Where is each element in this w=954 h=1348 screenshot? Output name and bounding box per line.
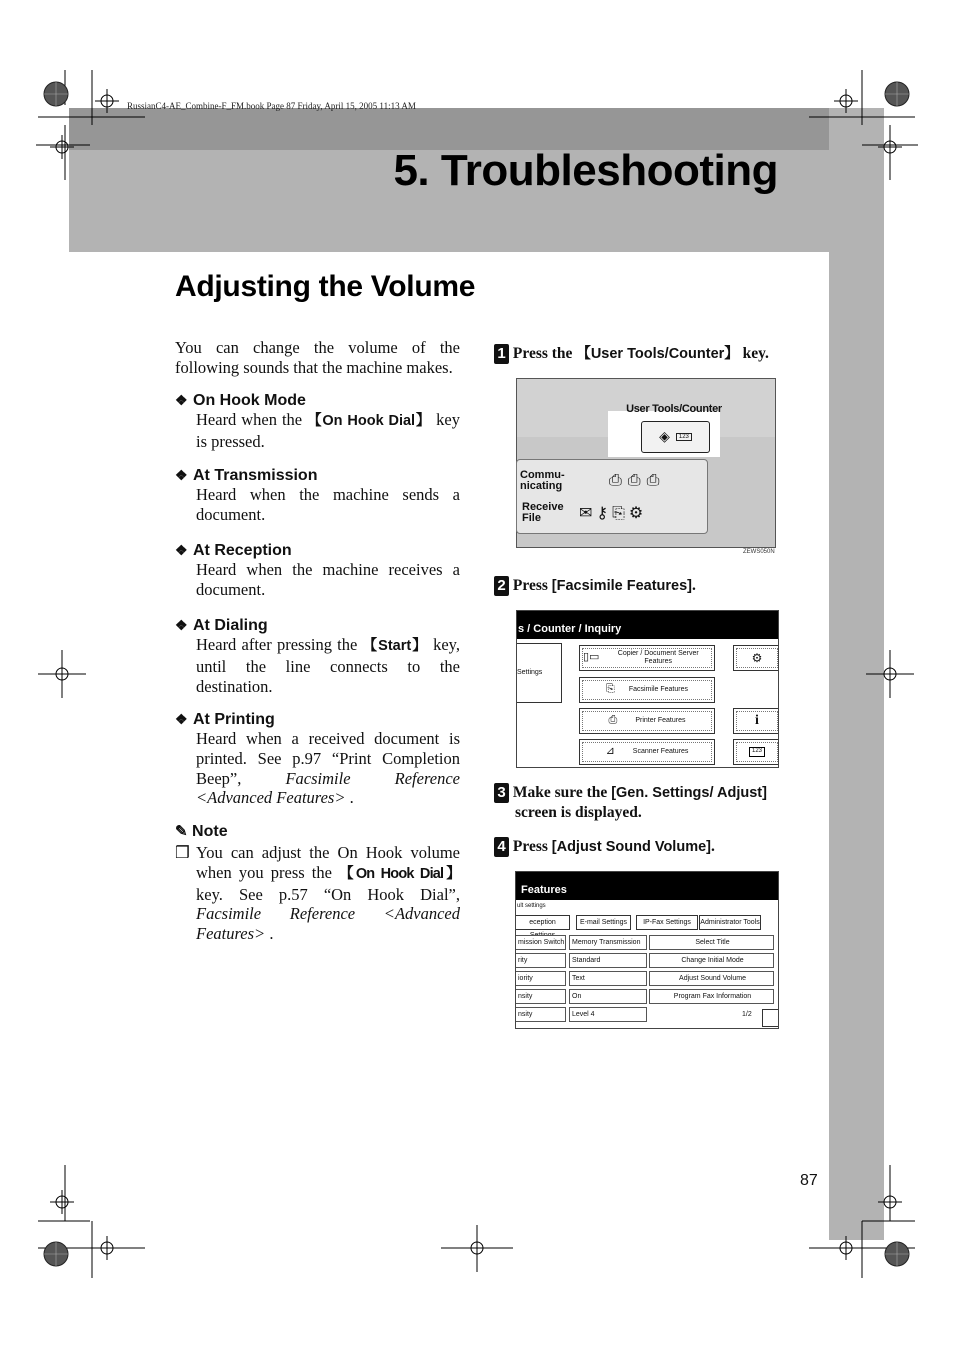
scanner-features-button[interactable]: ⊿ Scanner Features [579, 739, 715, 765]
screen-title: Features [516, 880, 778, 900]
pencil-icon: ✎ [175, 823, 188, 840]
diamond-bullet-icon: ❖ [175, 617, 188, 633]
menu-screen [516, 610, 779, 768]
term-title: At Printing [193, 711, 275, 728]
diamond-bullet-icon: ❖ [175, 542, 188, 558]
copier-icon: ▯▭ [583, 651, 600, 664]
diamond-key-icon: ◈ [659, 429, 670, 445]
term-at-dialing [175, 617, 460, 696]
tools-button[interactable] [733, 645, 779, 671]
diamond-bullet-icon: ❖ [175, 711, 188, 727]
change-initial-mode-button[interactable]: Change Initial Mode [649, 953, 774, 968]
setting-value: Memory Transmission [569, 935, 647, 950]
term-at-printing [175, 711, 460, 808]
note-text: ❒ You can adjust the On Hook volume when you press the 【On Hook Dial】 key. See p.57 “On Hook Dial”, Facsimile Reference <Advanced Features> . [175, 843, 461, 944]
select-title-button[interactable]: Select Title [649, 935, 774, 950]
tab-email-settings[interactable]: E-mail Settings [576, 915, 631, 930]
step-4: 4 Press [Adjust Sound Volume]. [494, 837, 784, 857]
step-number: 3 [494, 783, 509, 803]
tab-administrator-tools[interactable]: Administrator Tools [699, 915, 761, 930]
step-number: 2 [494, 576, 509, 596]
control-panel-illustration [516, 378, 776, 555]
setting-value: Standard [569, 953, 647, 968]
user-tools-key-label: User Tools/Counter [626, 403, 722, 415]
note-block [175, 822, 460, 944]
page-indicator: 1/2 [742, 1011, 752, 1018]
info-icon: i [755, 712, 759, 728]
fax-features-screen [515, 871, 779, 1029]
term-on-hook-mode [175, 392, 460, 452]
info-button[interactable] [733, 708, 779, 734]
file-info: RussianC4-AE_Combine-F_FM.book Page 87 Friday, April 15, 2005 11:13 AM [127, 101, 416, 111]
diamond-bullet-icon: ❖ [175, 392, 188, 408]
receive-file-icons: ✉⚷⎘⚙ [579, 505, 648, 522]
setting-value: Level 4 [569, 1007, 647, 1022]
setting-value: Text [569, 971, 647, 986]
diamond-bullet-icon: ❖ [175, 467, 188, 483]
program-fax-information-button[interactable]: Program Fax Information [649, 989, 774, 1004]
setting-name[interactable]: rity [516, 953, 566, 968]
term-at-transmission [175, 467, 460, 525]
term-desc: Heard when the 【On Hook Dial】 key is pressed. [196, 410, 461, 451]
term-title: On Hook Mode [193, 392, 306, 409]
receive-file-label: Receive File [522, 501, 564, 524]
term-title: At Reception [193, 542, 292, 559]
term-desc: Heard after pressing the 【Start】 key, until the line connects to the destination. [196, 635, 460, 696]
communicating-icons: ⎙⎙⎙ [609, 472, 666, 489]
scanner-icon: ⊿ [605, 745, 615, 758]
term-at-reception [175, 542, 460, 600]
intro-paragraph: You can change the volume of the following sounds that the machine makes. [175, 338, 460, 377]
step-number: 4 [494, 837, 509, 857]
next-page-button[interactable] [762, 1009, 779, 1027]
step-2: 2 Press [Facsimile Features]. [494, 576, 794, 596]
step-1: 1 Press the 【User Tools/Counter】 key. [494, 342, 794, 364]
printer-features-button[interactable]: ⎙ Printer Features [579, 708, 715, 734]
figure-code: ZEWS050N [743, 549, 775, 555]
term-desc: Heard when a received document is printed. See p.97 “Print Completion Beep”, Facsimile Reference <Advanced Features> . [196, 729, 460, 808]
copier-document-server-features-button[interactable]: ▯▭ Copier / Document Server Features [579, 645, 715, 671]
setting-name[interactable]: mission Switch [516, 935, 566, 950]
facsimile-features-button[interactable]: ⎘ Facsimile Features [579, 677, 715, 703]
screen-subtitle: ult settings [517, 903, 546, 909]
counter-icon: 123 [676, 433, 692, 441]
step-3: 3 Make sure the [Gen. Settings/ Adjust] screen is displayed. [494, 783, 784, 823]
counter-icon: 123 [749, 747, 765, 756]
screen-title: s / Counter / Inquiry [517, 619, 779, 639]
page-number: 87 [800, 1172, 818, 1189]
section-title: Adjusting the Volume [175, 270, 476, 303]
term-title: At Dialing [193, 617, 268, 634]
adjust-sound-volume-button[interactable]: Adjust Sound Volume [649, 971, 774, 986]
step-number: 1 [494, 344, 509, 364]
setting-value: On [569, 989, 647, 1004]
checkbox-bullet-icon: ❒ [175, 843, 190, 862]
chapter-title: 5. Troubleshooting [393, 146, 778, 195]
settings-button[interactable]: Settings [517, 643, 562, 703]
setting-name[interactable]: iority [516, 971, 566, 986]
setting-name[interactable]: nsity [516, 1007, 566, 1022]
setting-name[interactable]: nsity [516, 989, 566, 1004]
term-desc: Heard when the machine receives a document. [196, 560, 460, 599]
fax-icon: ⎘ [606, 683, 615, 696]
tab-ip-fax-settings[interactable]: IP-Fax Settings [636, 915, 698, 930]
note-heading: Note [192, 823, 228, 840]
counter-button[interactable] [733, 739, 779, 765]
user-tools-key[interactable] [641, 421, 710, 453]
communicating-label: Commu- nicating [520, 469, 565, 492]
wrench-icon: ⚙ [751, 650, 763, 665]
term-title: At Transmission [193, 467, 318, 484]
term-desc: Heard when the machine sends a document. [196, 485, 460, 524]
printer-icon: ⎙ [608, 714, 618, 727]
tab-reception-settings[interactable]: eception [516, 915, 570, 930]
